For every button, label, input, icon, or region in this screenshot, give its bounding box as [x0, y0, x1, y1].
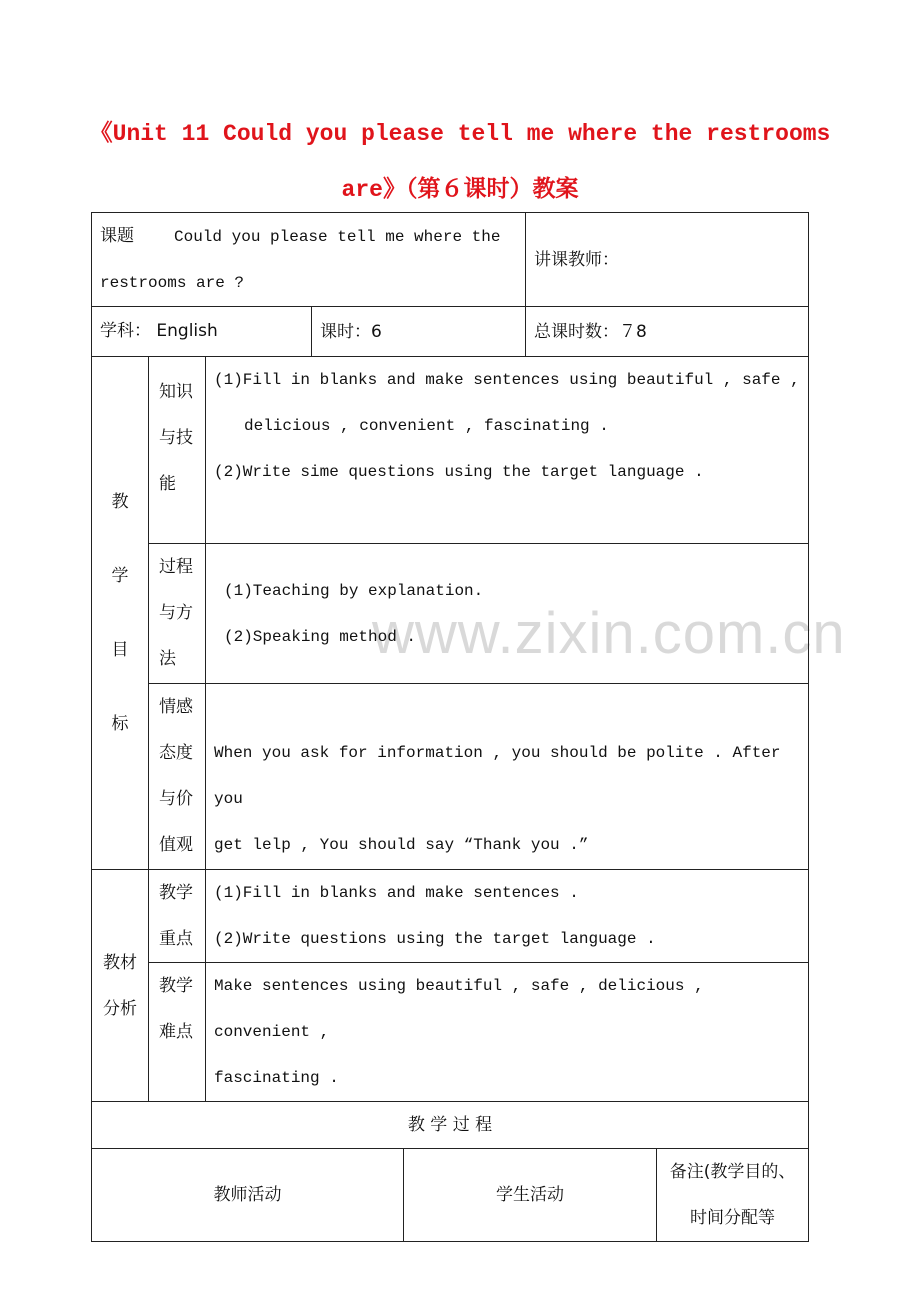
subject-text: 学科： English [100, 321, 218, 341]
lesson-plan-table [91, 212, 809, 1242]
analysis-group-label: 教材 分析 [92, 870, 149, 1102]
topic-cell [92, 213, 526, 307]
objective-knowledge-row [92, 357, 809, 544]
process-label: 过程 与方 法 [149, 544, 206, 684]
knowledge-content: (1)Fill in blanks and make sentences using beautiful , safe , delicious , convenient , fascinating . (2)Write sime questions using the target language . [206, 357, 809, 544]
total-hours-cell [526, 307, 809, 357]
topic-row [92, 213, 809, 307]
total-hours-text: 总课时数：７8 [534, 321, 647, 342]
process-header: 教 学 过 程 [92, 1102, 809, 1149]
knowledge-label: 知识 与技 能 [149, 357, 206, 544]
difficulty-label: 教学 难点 [149, 963, 206, 1102]
document-title-line1: 《Unit 11 Could you please tell me where the restrooms [89, 121, 831, 147]
process-header-row [92, 1102, 809, 1149]
key-points-label: 教学 重点 [149, 870, 206, 963]
objectives-group-label: 教 学 目 标 [92, 357, 149, 870]
subject-row [92, 307, 809, 357]
topic-label: 课题 [100, 226, 134, 246]
emotion-label: 情感 态度 与价 值观 [149, 684, 206, 870]
subject-cell [92, 307, 312, 357]
objective-process-row [92, 544, 809, 684]
teacher-label: 讲课教师： [534, 249, 620, 270]
topic-line1: Could you please tell me where the [174, 228, 501, 246]
emotion-content: When you ask for information , you should be polite . After you get lelp , You should say “Thank you .” [206, 684, 809, 870]
key-points-content: (1)Fill in blanks and make sentences . (2)Write questions using the target language . [206, 870, 809, 963]
hours-cell [312, 307, 526, 357]
notes-heading: 备注(教学目的、 时间分配等 [657, 1149, 809, 1242]
process-content: (1)Teaching by explanation. (2)Speaking method . [206, 544, 809, 684]
watermark: www.zixin.com.cn [372, 601, 846, 666]
difficulty-content: Make sentences using beautiful , safe , delicious , convenient , fascinating . [206, 963, 809, 1102]
hours-text: 课时：6 [320, 321, 382, 342]
student-activity-heading: 学生活动 [404, 1149, 657, 1242]
teacher-activity-heading: 教师活动 [92, 1149, 404, 1242]
teacher-cell [526, 213, 809, 307]
objective-emotion-row [92, 684, 809, 870]
analysis-key-row [92, 870, 809, 963]
analysis-difficulty-row [92, 963, 809, 1102]
topic-line2: restrooms are ? [100, 274, 245, 292]
column-heading-row [92, 1149, 809, 1242]
document-title-line2: are》（第６课时）教案 [341, 177, 579, 203]
